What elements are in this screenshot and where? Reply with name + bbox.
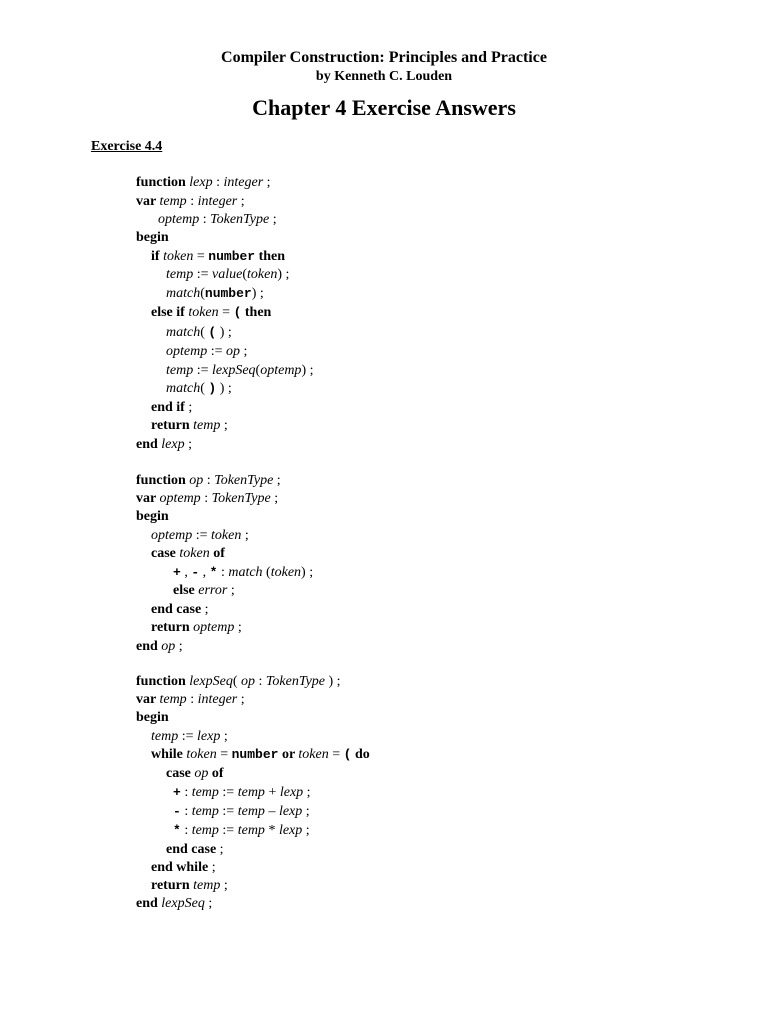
code-token: token	[298, 747, 329, 762]
code-line	[151, 601, 209, 619]
code-line	[173, 564, 313, 582]
code-token: ;	[270, 491, 279, 506]
code-line	[151, 619, 242, 637]
code-line	[136, 691, 245, 709]
code-token: ;	[269, 212, 277, 227]
code-token: match	[166, 325, 201, 340]
code-token: function	[136, 674, 190, 689]
code-token: then	[241, 305, 272, 320]
code-token: temp	[166, 267, 194, 282]
code-token: lexp	[278, 804, 303, 819]
code-token: :=	[218, 804, 238, 819]
code-token: ;	[240, 344, 248, 359]
code-token: temp	[191, 823, 219, 838]
code-token: lexp	[278, 823, 303, 838]
code-line	[166, 266, 289, 284]
code-token: return	[151, 620, 194, 635]
code-token: :	[186, 692, 198, 707]
code-token: (	[233, 305, 242, 320]
code-token: token	[211, 528, 242, 543]
code-line	[136, 229, 169, 247]
code-token: error	[198, 583, 228, 598]
code-token: ;	[227, 583, 235, 598]
code-token: ) ;	[216, 325, 232, 340]
code-line	[173, 582, 235, 600]
code-token: ;	[234, 620, 242, 635]
code-token: end while	[151, 860, 209, 875]
code-token: temp	[166, 363, 194, 378]
code-token: return	[151, 878, 194, 893]
code-token: temp	[159, 194, 187, 209]
code-token: TokenType	[265, 674, 325, 689]
code-line	[151, 877, 228, 895]
code-token: lexpSeq	[212, 363, 256, 378]
code-token: var	[136, 491, 160, 506]
code-token: :=	[178, 729, 198, 744]
code-line	[166, 285, 264, 303]
code-line	[173, 803, 310, 821]
code-token: begin	[136, 509, 169, 524]
code-line	[136, 709, 169, 727]
code-token: (	[255, 363, 261, 378]
code-token: )	[208, 381, 217, 396]
code-token: end	[136, 437, 162, 452]
code-token: +	[264, 785, 280, 800]
code-token: temp	[237, 785, 265, 800]
chapter-title: Chapter 4 Exercise Answers	[252, 95, 516, 120]
code-token: lexp	[197, 729, 221, 744]
code-token: ,	[199, 565, 210, 580]
code-token: op	[189, 473, 204, 488]
code-line	[136, 174, 271, 192]
code-token: token	[270, 565, 302, 580]
code-line	[166, 380, 232, 398]
code-token: ;	[237, 194, 245, 209]
code-token: ;	[302, 823, 310, 838]
code-token: temp	[237, 823, 265, 838]
code-line	[136, 508, 169, 526]
book-title: Compiler Construction: Principles and Practice	[221, 49, 547, 66]
code-token: integer	[223, 175, 264, 190]
code-line	[166, 324, 232, 342]
code-token: else if	[151, 305, 189, 320]
code-token: :=	[193, 267, 213, 282]
code-token: optemp	[151, 528, 193, 543]
code-line	[136, 490, 278, 508]
code-token: ;	[208, 860, 216, 875]
code-token: :	[217, 565, 229, 580]
code-token: return	[151, 418, 194, 433]
code-token: begin	[136, 230, 169, 245]
code-line	[166, 841, 224, 859]
code-token: integer	[197, 194, 238, 209]
code-token: TokenType	[211, 491, 271, 506]
code-token: optemp	[260, 363, 302, 378]
code-token: ;	[303, 785, 311, 800]
code-token: ) ;	[301, 363, 314, 378]
code-token: if	[151, 249, 164, 264]
code-token: (	[200, 325, 209, 340]
code-line	[136, 436, 192, 454]
code-line	[151, 728, 228, 746]
code-token: TokenType	[210, 212, 270, 227]
code-token: ;	[175, 639, 183, 654]
code-token: :	[255, 674, 266, 689]
code-line	[136, 895, 212, 913]
code-token: :=	[193, 363, 213, 378]
code-token: ;	[273, 473, 281, 488]
code-token: ) ;	[325, 674, 341, 689]
code-line	[136, 193, 245, 211]
code-token: end case	[166, 842, 217, 857]
code-token: end	[136, 639, 162, 654]
code-token: ;	[220, 418, 228, 433]
code-token: temp	[193, 878, 221, 893]
code-token: var	[136, 692, 160, 707]
code-token: function	[136, 473, 190, 488]
code-token: (	[232, 674, 241, 689]
code-token: ;	[184, 437, 193, 452]
code-token: -	[173, 804, 181, 819]
code-token: function	[136, 175, 190, 190]
code-token: lexp	[279, 785, 304, 800]
code-token: :=	[218, 823, 238, 838]
code-line	[173, 822, 310, 840]
code-token: ;	[204, 896, 213, 911]
code-token: lexp	[189, 175, 213, 190]
code-token: or	[278, 747, 299, 762]
code-token: temp	[237, 804, 265, 819]
code-token: begin	[136, 710, 169, 725]
code-token: =	[218, 305, 234, 320]
code-token: ) ;	[216, 381, 232, 396]
code-token: ;	[220, 878, 228, 893]
exercise-heading: Exercise 4.4	[91, 139, 163, 154]
code-token: :	[186, 194, 198, 209]
code-token: +	[173, 785, 181, 800]
code-token: var	[136, 194, 160, 209]
code-token: temp	[191, 804, 219, 819]
code-token: temp	[151, 729, 179, 744]
code-token: integer	[197, 692, 238, 707]
code-token: ) ;	[251, 286, 264, 301]
code-token: end	[136, 896, 162, 911]
code-token: TokenType	[214, 473, 274, 488]
code-line	[151, 304, 271, 322]
code-token: (	[343, 747, 352, 762]
code-token: (	[200, 286, 205, 301]
code-token: while	[151, 747, 187, 762]
code-token: number	[208, 249, 256, 264]
code-token: ;	[201, 602, 209, 617]
code-token: :	[203, 473, 215, 488]
code-token: match	[228, 565, 263, 580]
code-line	[151, 859, 216, 877]
code-token: :	[180, 804, 192, 819]
code-token: number	[231, 747, 279, 762]
code-token: value	[212, 267, 243, 282]
code-token: (	[208, 325, 217, 340]
code-token: end case	[151, 602, 202, 617]
code-line	[136, 673, 341, 691]
code-token: =	[193, 249, 209, 264]
code-token: :=	[207, 344, 227, 359]
code-line	[151, 746, 370, 764]
code-token: ;	[216, 842, 224, 857]
code-token: of	[209, 546, 225, 561]
code-token: do	[351, 747, 370, 762]
code-token: ;	[184, 400, 193, 415]
code-token: ;	[263, 175, 271, 190]
code-token: ;	[241, 528, 249, 543]
code-token: optemp	[193, 620, 235, 635]
code-token: ) ;	[301, 565, 314, 580]
code-token: -	[191, 565, 200, 580]
code-token: op	[226, 344, 241, 359]
code-line	[166, 362, 314, 380]
code-token: temp	[159, 692, 187, 707]
code-token: :=	[218, 785, 238, 800]
code-token: op	[241, 674, 255, 689]
code-line	[151, 399, 192, 417]
code-token: token	[186, 747, 217, 762]
code-token: (	[200, 381, 209, 396]
code-token: (	[262, 565, 271, 580]
code-token: op	[194, 766, 209, 781]
code-token: token	[247, 267, 278, 282]
code-token: :	[200, 491, 212, 506]
code-line	[158, 211, 277, 229]
code-token: then	[255, 249, 286, 264]
code-line	[151, 527, 249, 545]
code-token: =	[216, 747, 232, 762]
code-token: ,	[180, 565, 192, 580]
code-token: :=	[192, 528, 212, 543]
code-token: optemp	[159, 491, 201, 506]
code-token: match	[166, 381, 201, 396]
code-token: *	[173, 823, 181, 838]
code-line	[173, 784, 311, 802]
code-line	[151, 417, 228, 435]
code-line	[136, 638, 183, 656]
code-token: ) ;	[277, 267, 290, 282]
code-line	[166, 765, 224, 783]
code-token: *	[209, 565, 218, 580]
code-token: end if	[151, 400, 185, 415]
code-token: optemp	[166, 344, 208, 359]
code-token: number	[204, 286, 252, 301]
code-line	[151, 248, 285, 266]
code-token: +	[173, 565, 181, 580]
code-token: temp	[193, 418, 221, 433]
code-token: match	[166, 286, 201, 301]
code-token: *	[264, 823, 279, 838]
code-token: token	[179, 546, 210, 561]
code-token: lexpSeq	[189, 674, 233, 689]
code-token: of	[208, 766, 224, 781]
code-token: –	[264, 804, 279, 819]
code-line	[166, 343, 247, 361]
code-token: ;	[220, 729, 228, 744]
code-token: :	[180, 785, 192, 800]
code-token: else	[173, 583, 199, 598]
code-token: token	[163, 249, 194, 264]
code-token: ;	[237, 692, 245, 707]
code-token: lexp	[161, 437, 185, 452]
code-token: op	[161, 639, 176, 654]
code-token: :	[199, 212, 211, 227]
code-token: lexpSeq	[161, 896, 205, 911]
code-token: token	[188, 305, 219, 320]
code-token: (	[242, 267, 248, 282]
code-token: ;	[302, 804, 310, 819]
code-token: case	[151, 546, 180, 561]
code-token: :	[212, 175, 224, 190]
code-token: case	[166, 766, 195, 781]
code-token: optemp	[158, 212, 200, 227]
author-line: by Kenneth C. Louden	[315, 69, 453, 84]
code-token: temp	[191, 785, 219, 800]
code-token: :	[180, 823, 192, 838]
code-token: =	[328, 747, 344, 762]
code-line	[151, 545, 225, 563]
code-line	[136, 472, 281, 490]
